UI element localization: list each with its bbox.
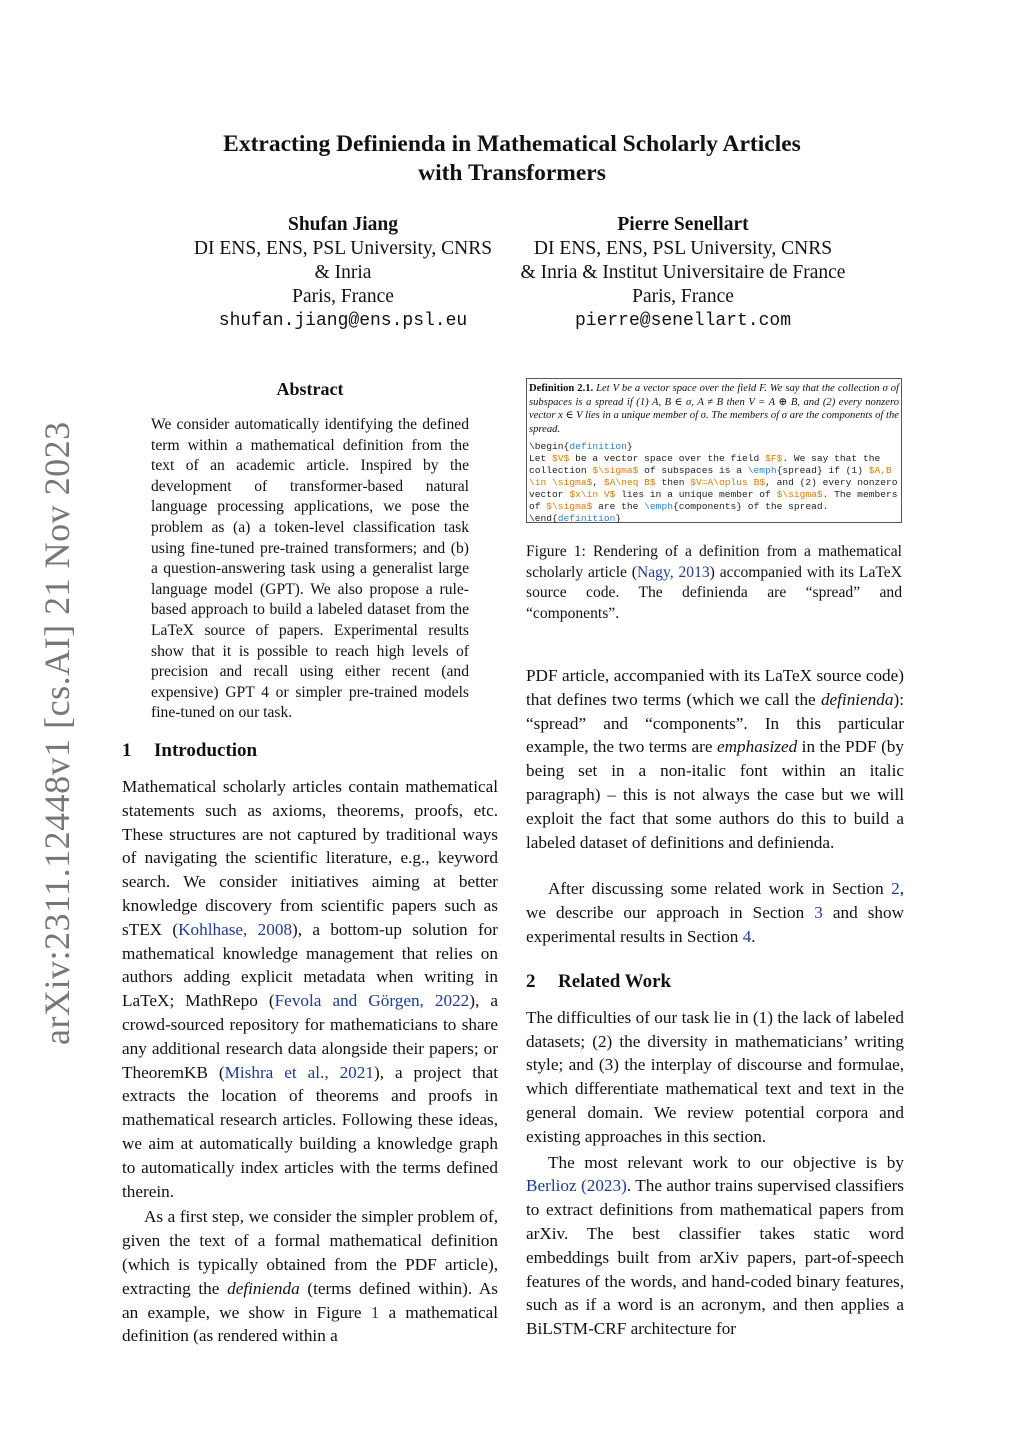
paragraph: After discussing some related work in Section 2, we describe our approach in Section 3 and show experimental results in Section 4. — [526, 879, 904, 946]
arxiv-identifier: arXiv:2311.12448v1 [cs.AI] 21 Nov 2023 — [37, 421, 77, 1045]
author-email[interactable]: shufan.jiang@ens.psl.eu — [218, 311, 468, 331]
section-reference-link[interactable]: 3 — [814, 903, 823, 923]
citation-link[interactable]: Berlioz (2023) — [526, 1176, 627, 1196]
introduction-section — [122, 740, 498, 1348]
author-city: Paris, France — [632, 286, 734, 307]
paragraph: The difficulties of our task lie in (1) the lack of labeled datasets; (2) the diversity in mathematicians’ writing style; and (3) the interplay of discourse and formulae, which differentiate mathematical text and text in the general domain. We review potential corpora and existing approaches in this section. — [526, 1007, 904, 1146]
author-block-1 — [180, 213, 506, 333]
abstract-heading: Abstract — [276, 379, 344, 399]
latex-source-code: \begin{definition} Let $V$ be a vector space over the field $F$. We say that the collection $\sigma$ of subspaces is a \emph{spread} if (1) $A,B \in \sigma$, $A\neq B$ then $V=A\oplus B$, and (2) every nonzero vector $x\in V$ lies in a unique member of $\sigma$. The members of $\sigma$ are the \emph{components} of the spread. \end{definition} — [529, 441, 898, 525]
section-reference-link[interactable]: 4 — [742, 926, 752, 946]
author-affiliation: & Inria & Institut Universitaire de France — [520, 262, 846, 283]
title-line-1: Extracting Definienda in Mathematical Scholarly Articles — [223, 131, 801, 157]
citation-link[interactable]: Fevola and Görgen, 2022 — [274, 991, 470, 1011]
paragraph: Mathematical scholarly articles contain mathematical statements such as axioms, theorems, proofs, etc. These structures are not captured by traditional ways of navigating the scientific literature, e.g., keyword search. We consider initiatives aiming at better knowledge discovery from scientific papers such as sTEX (Kohlhase, 2008), a bottom-up solution for mathematical knowledge management that relies on authors adding explicit metadata when writing in LaTeX; MathRepo (Fevola and Görgen, 2022), a crowd-sourced repository for mathematicians to share any additional research data alongside their papers; or TheoremKB (Mishra et al., 2021), a project that extracts the location of theorems and proofs in mathematical research articles. Following these ideas, we aim at automatically building a knowledge graph to automatically index articles with the terms defined therein. — [122, 777, 498, 1201]
author-name: Shufan Jiang — [287, 214, 398, 235]
author-name: Pierre Senellart — [617, 214, 749, 235]
author-affiliation: DI ENS, ENS, PSL University, CNRS — [193, 238, 493, 259]
section-heading: 2 Related Work — [526, 970, 672, 992]
latex-logo: LaTeX — [151, 621, 195, 639]
rendered-definition: Definition 2.1. Let V be a vector space over the field F. We say that the collection σ of subspaces is a spread if (1) A, B ∈ σ, A ≠ B then V = A ⊕ B, and (2) every nonzero vector x ∈ V lies in a unique member of σ. The members of σ are the components of the spread. — [529, 383, 899, 435]
paragraph: As a first step, we consider the simpler problem of, given the text of a formal mathematical definition (which is typically obtained from the PDF article), extracting the definienda (terms defined within). As an example, we show in Figure 1 a mathematical definition (as rendered within a — [122, 1207, 498, 1346]
paragraph: PDF article, accompanied with its LaTeX source code) that defines two terms (which we call the definienda): “spread” and “components”. In this particular example, the two terms are emphasized in the PDF (by being set in a non-italic font within an italic paragraph) – this is not always the case but we will exploit the fact that some authors do this to build a labeled dataset of definitions and definienda. — [526, 666, 904, 852]
paragraph: The most relevant work to our objective is by Berlioz (2023). The author trains supervised classifiers to extract definitions from mathematical papers from arXiv. The best classifier takes static word embeddings built from arXiv papers, part-of-speech features of the words, and hand-coded binary features, such as if a word is an acronym, and then applies a BiLSTM-CRF architecture for — [526, 1152, 904, 1339]
author-email[interactable]: pierre@senellart.com — [574, 311, 792, 331]
right-column-text — [526, 664, 904, 1341]
author-city: Paris, France — [292, 286, 394, 307]
section-reference-link[interactable]: 2 — [891, 879, 900, 899]
figure-1-box — [526, 378, 902, 523]
citation-link[interactable]: Mishra et al., 2021 — [224, 1062, 374, 1082]
citation-link[interactable]: Nagy, 2013 — [636, 563, 710, 581]
abstract-text: We consider automatically identifying the defined term within a mathematical definition from the text of an academic article. Inspired by the development of transformer-based natural language processing applications, we pose the problem as (a) a token-level classification task using fine-tuned pre-trained transformers; and (b) a question-answering task using a generalist large language model (GPT). We also propose a rule-based approach to build a labeled dataset from the LaTeX source of papers. Experimental results show that it is possible to reach high levels of precision and recall using either recent (and expensive) GPT 4 or simpler pre-trained models fine-tuned on our task. — [151, 416, 469, 722]
citation-link[interactable]: Kohlhase, 2008 — [178, 919, 293, 939]
section-heading: 1 Introduction — [122, 740, 258, 761]
author-affiliation: DI ENS, ENS, PSL University, CNRS — [533, 238, 833, 259]
author-block-2 — [505, 213, 861, 333]
figure-1-caption: Figure 1: Rendering of a definition from a mathematical scholarly article (Nagy, 2013) accompanied with its LaTeX source code. The definienda are “spread” and “components”. — [526, 543, 902, 622]
abstract — [151, 379, 469, 724]
author-affiliation: & Inria — [314, 262, 372, 283]
figure-reference-link[interactable]: 1 — [370, 1302, 380, 1322]
title-line-2: with Transformers — [418, 160, 606, 186]
paper-title — [0, 130, 1024, 188]
